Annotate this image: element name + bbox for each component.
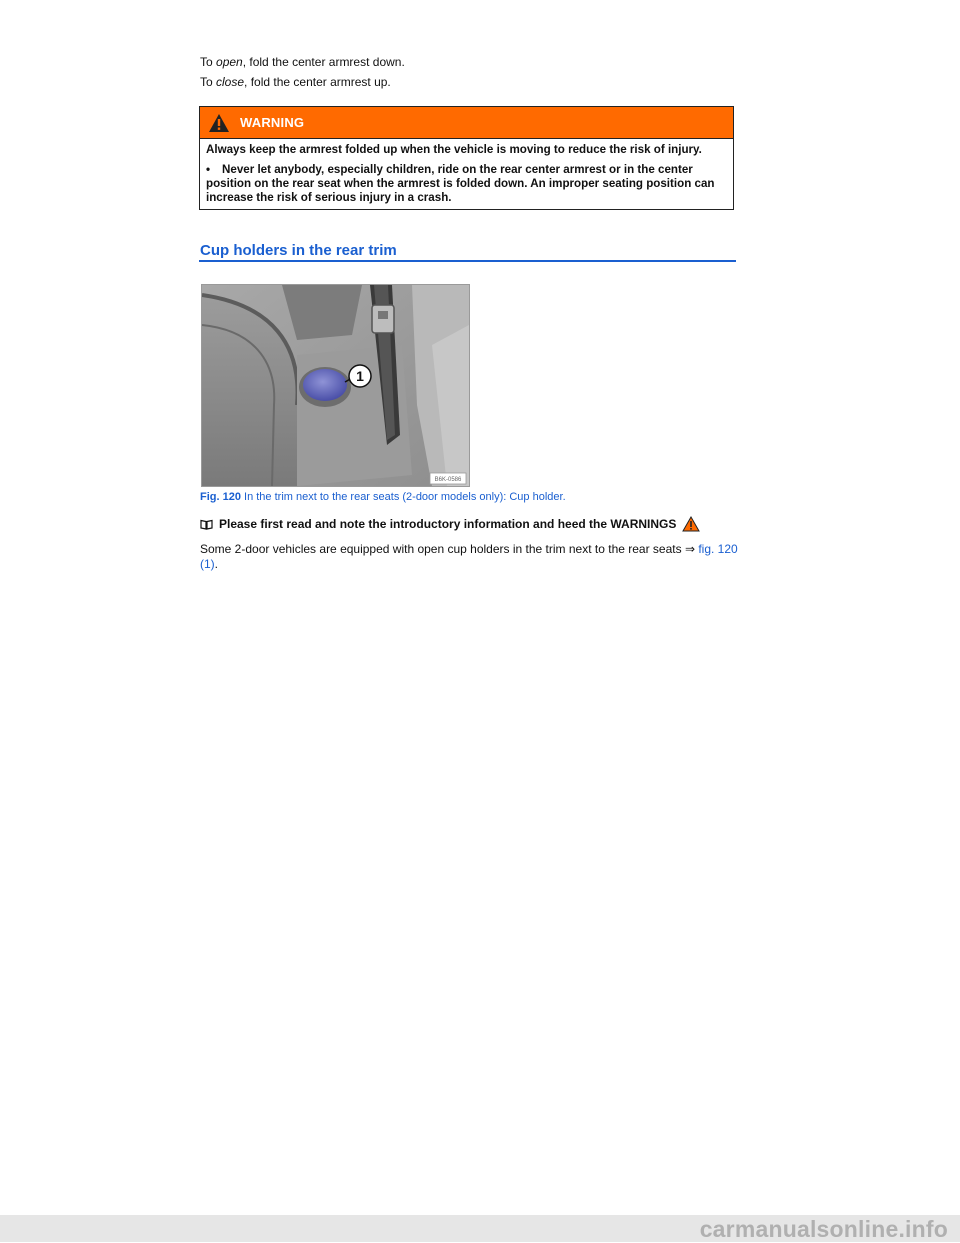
introductory-note-text: Please first read and note the introductory information and heed the WARNINGS xyxy=(219,517,677,531)
book-icon xyxy=(200,519,213,530)
warning-body xyxy=(200,139,733,209)
warning-title: WARNING xyxy=(240,115,305,130)
figure-number: Fig. 120 xyxy=(200,491,241,503)
warning-line-1: Always keep the armrest folded up when the vehicle is moving to reduce the risk of injury. xyxy=(206,143,702,156)
close-prefix: To xyxy=(200,75,217,89)
warning-line-2-text: Never let anybody, especially children, ride on the rear center armrest or in the center position on the rear seat when the armrest is folded down. An improper seating position can increase the risk of serious injury in a crash. xyxy=(206,163,715,204)
cup-holder-illustration xyxy=(202,285,469,486)
figure-callout-1: 1 xyxy=(356,368,364,384)
warning-line-2 xyxy=(206,163,727,205)
open-emphasis: open xyxy=(216,55,243,69)
open-instruction xyxy=(200,55,405,70)
figure-code: B6K-0586 xyxy=(434,477,462,483)
warning-box xyxy=(199,106,734,210)
section-divider xyxy=(199,260,736,262)
callout-1-link[interactable]: (1) xyxy=(200,557,215,571)
close-suffix: , fold the center armrest up. xyxy=(244,75,391,89)
introductory-note xyxy=(200,516,700,532)
warning-triangle-icon xyxy=(682,516,700,532)
close-emphasis: close xyxy=(216,75,245,89)
description-text: Some 2-door vehicles are equipped with open cup holders in the trim next to the rear seats ⇒ xyxy=(200,542,699,556)
figure-caption xyxy=(200,491,566,503)
footer-watermark: carmanualsonline.info xyxy=(699,1216,948,1242)
warning-header xyxy=(200,107,733,139)
close-instruction xyxy=(200,75,391,90)
cup-holder-figure xyxy=(201,284,470,487)
warning-bullet: • xyxy=(206,163,211,176)
description-end: . xyxy=(214,557,219,571)
section-title: Cup holders in the rear trim xyxy=(200,242,397,259)
figure-120-link[interactable]: fig. 120 xyxy=(698,542,738,556)
open-suffix: , fold the center armrest down. xyxy=(242,55,405,69)
cup-holder-description xyxy=(200,542,740,572)
warning-triangle-icon xyxy=(208,113,230,133)
open-prefix: To xyxy=(200,55,217,69)
figure-caption-text: In the trim next to the rear seats (2-door models only): Cup holder. xyxy=(240,491,566,503)
